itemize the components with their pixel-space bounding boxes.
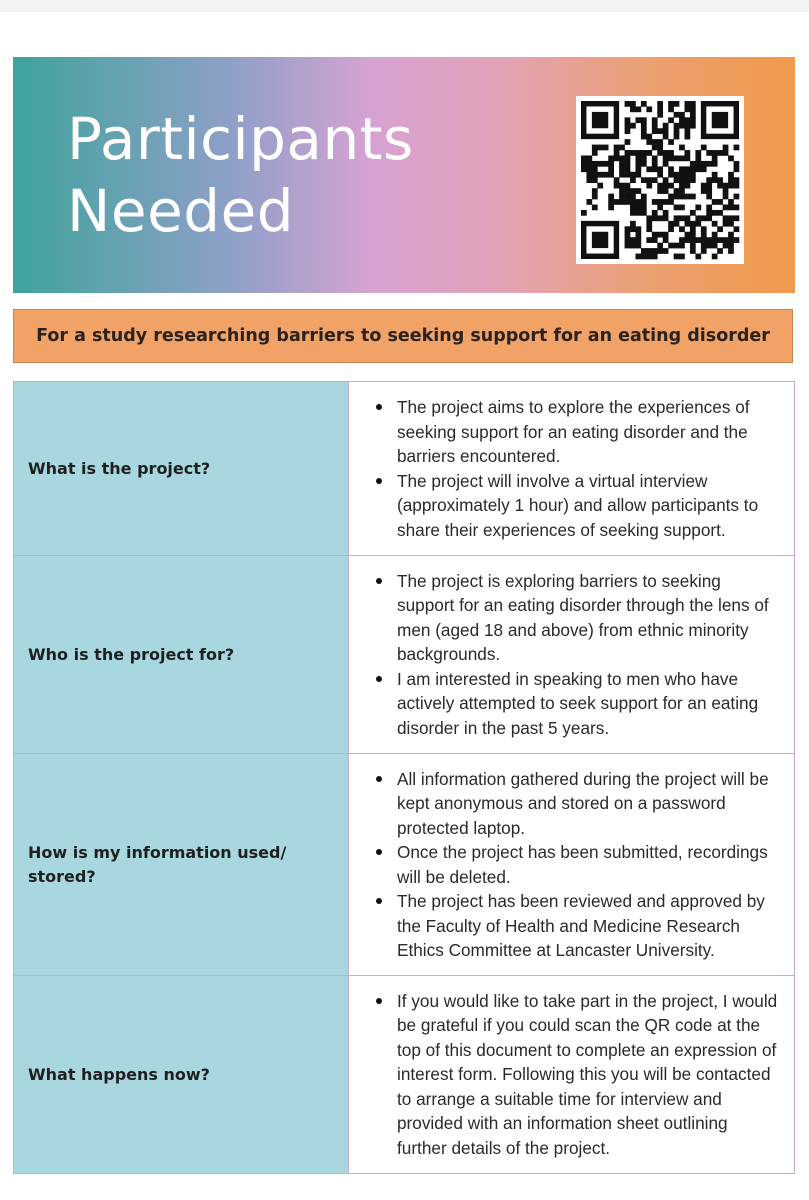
question-cell: Who is the project for? — [14, 556, 349, 754]
question-cell — [14, 754, 349, 976]
title-line-2: Needed — [67, 177, 295, 245]
top-strip — [0, 0, 809, 12]
bullet-list — [375, 569, 780, 741]
info-table — [13, 381, 795, 1174]
question-text: How is my information used/ stored? — [28, 842, 287, 886]
subtitle-text: For a study researching barriers to seeking support for an eating disorder — [36, 326, 770, 346]
question-cell: What is the project? — [14, 382, 349, 556]
table-row — [14, 754, 795, 976]
table-row — [14, 382, 795, 556]
answer-cell — [349, 556, 795, 754]
bullet-list — [375, 989, 780, 1161]
table-row — [14, 976, 795, 1174]
subtitle-bar — [13, 309, 793, 363]
bullet-list — [375, 395, 780, 542]
bullet-item: All information gathered during the project will be kept anonymous and stored on a password protected laptop. — [397, 767, 780, 841]
header-banner — [13, 57, 795, 293]
table-row — [14, 556, 795, 754]
answer-cell — [349, 382, 795, 556]
page-title — [67, 103, 414, 247]
qr-code-icon — [576, 96, 744, 264]
question-cell: What happens now? — [14, 976, 349, 1174]
bullet-item: The project is exploring barriers to seeking support for an eating disorder through the lens of men (aged 18 and above) from ethnic minority backgrounds. — [397, 569, 780, 667]
bullet-item: If you would like to take part in the project, I would be grateful if you could scan the QR code at the top of this document to complete an expression of interest form. Following this you will be contacted to arrange a suitable time for interview and provided with an information sheet outlining further details of the project. — [397, 989, 780, 1161]
bullet-item: I am interested in speaking to men who have actively attempted to seek support for an eating disorder in the past 5 years. — [397, 667, 780, 741]
bullet-list — [375, 767, 780, 963]
title-line-1: Participants — [67, 105, 414, 173]
qr-code[interactable] — [576, 96, 744, 264]
bullet-item: The project aims to explore the experiences of seeking support for an eating disorder and the barriers encountered. — [397, 395, 780, 469]
answer-cell — [349, 976, 795, 1174]
answer-cell — [349, 754, 795, 976]
bullet-item: The project will involve a virtual interview (approximately 1 hour) and allow participants to share their experiences of seeking support. — [397, 469, 780, 543]
bullet-item: The project has been reviewed and approved by the Faculty of Health and Medicine Research Ethics Committee at Lancaster University. — [397, 889, 780, 963]
bullet-item: Once the project has been submitted, recordings will be deleted. — [397, 840, 780, 889]
